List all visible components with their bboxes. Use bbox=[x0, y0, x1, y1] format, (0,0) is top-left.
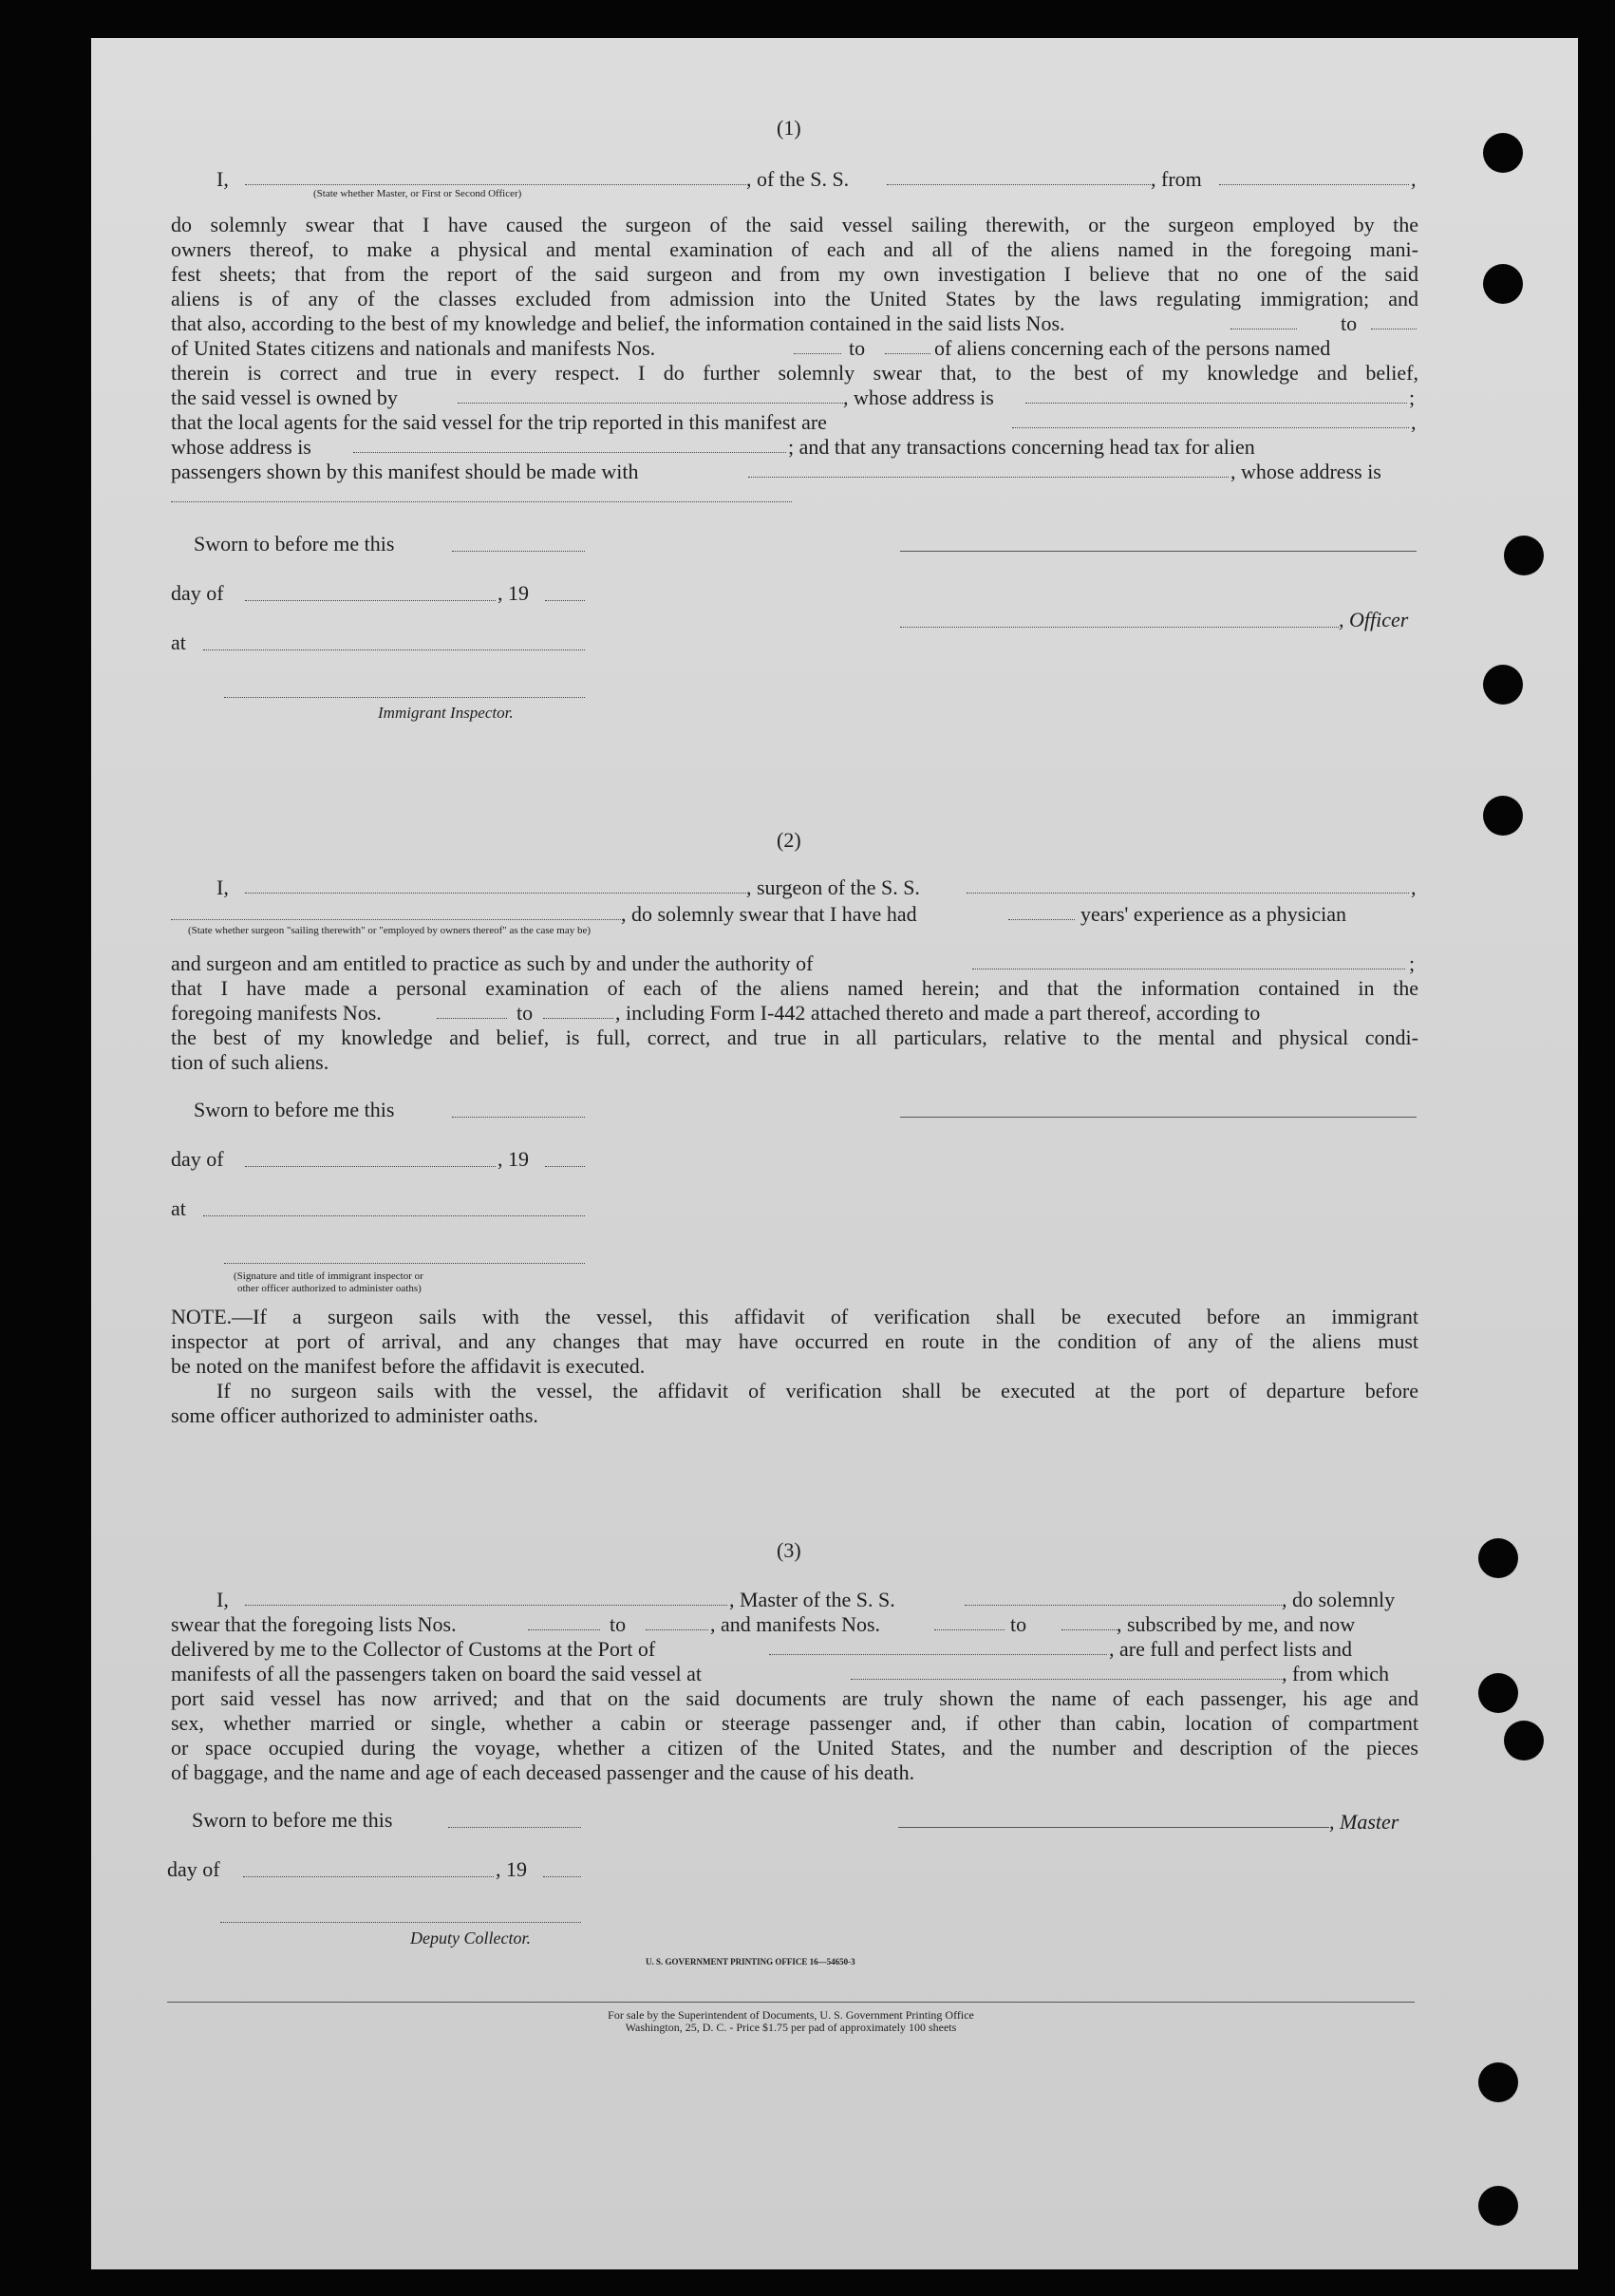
oath-3-text-line: manifests of all the passengers taken on board the said vessel at bbox=[171, 1662, 703, 1685]
oath-1-text-line: passengers shown by this manifest should be made with bbox=[171, 460, 639, 483]
oath-1-text-line: the said vessel is owned by bbox=[171, 386, 398, 409]
oath-3-text-line: swear that the foregoing lists Nos. bbox=[171, 1612, 457, 1636]
at-label: at bbox=[171, 630, 186, 654]
punch-hole bbox=[1483, 133, 1523, 173]
oath-1-text-line: of United States citizens and nationals and manifests Nos. bbox=[171, 336, 656, 360]
inspector-label: Immigrant Inspector. bbox=[378, 704, 514, 722]
oath-1-text-line: aliens is of any of the classes excluded from admission into the United States by the laws regulating immigration; and bbox=[171, 287, 1418, 311]
year-field[interactable] bbox=[545, 1166, 585, 1167]
note-text-line: NOTE.—If a surgeon sails with the vessel, this affidavit of verification shall be executed before an immigrant bbox=[171, 1305, 1418, 1328]
manifests-from-field[interactable] bbox=[794, 353, 841, 354]
oath-3-text-line: , do solemnly bbox=[1282, 1588, 1396, 1611]
oath-1-text-line: of aliens concerning each of the persons named bbox=[934, 336, 1331, 360]
year-label: , 19 bbox=[498, 581, 529, 605]
punch-hole bbox=[1483, 264, 1523, 304]
section-1-number: (1) bbox=[777, 116, 801, 140]
officer-signature-line[interactable] bbox=[900, 551, 1417, 552]
month-field[interactable] bbox=[243, 1876, 494, 1877]
day-of-label: day of bbox=[167, 1857, 220, 1881]
semicolon: ; bbox=[1409, 386, 1416, 409]
note-text-line: If no surgeon sails with the vessel, the affidavit of verification shall be executed at the port of departure before bbox=[216, 1379, 1418, 1402]
punch-hole bbox=[1478, 2186, 1518, 2226]
note-text-line: inspector at port of arrival, and any changes that may have occurred en route in the condition of any of the aliens must bbox=[171, 1329, 1418, 1353]
years-experience-field[interactable] bbox=[1008, 919, 1075, 920]
day-of-label: day of bbox=[171, 1147, 224, 1171]
sworn-label: Sworn to before me this bbox=[192, 1808, 393, 1832]
inspector-signature-line[interactable] bbox=[224, 1263, 585, 1264]
surgeon-status-note: (State whether surgeon "sailing therewith" or "employed by owners thereof" as the case may be) bbox=[188, 925, 592, 936]
departure-port-field[interactable] bbox=[1219, 184, 1409, 185]
place-field[interactable] bbox=[203, 1215, 585, 1216]
punch-hole bbox=[1478, 1538, 1518, 1578]
punch-hole bbox=[1504, 536, 1544, 575]
surgeon-of-label: , surgeon of the S. S. bbox=[746, 875, 920, 899]
surgeon-vessel-field[interactable] bbox=[967, 893, 1409, 894]
to-label: to bbox=[610, 1612, 627, 1636]
oath-1-text-line: therein is correct and true in every respect. I do further solemnly swear that, to the best of my knowledge and belief, bbox=[171, 361, 1418, 385]
punch-hole bbox=[1504, 1721, 1544, 1760]
oath-1-text-line: owners thereof, to make a physical and mental examination of each and all of the aliens named in the foregoing mani- bbox=[171, 237, 1418, 261]
signature-note-line: other officer authorized to administer oaths) bbox=[237, 1283, 422, 1294]
master-vessel-field[interactable] bbox=[965, 1605, 1282, 1606]
surgeon-name-field[interactable] bbox=[245, 893, 746, 894]
note-text-line: some officer authorized to administer oaths. bbox=[171, 1403, 538, 1427]
to-label: to bbox=[1010, 1612, 1027, 1636]
oath-1-text-line: fest sheets; that from the report of the said surgeon and from my own investigation I believe that no one of the said bbox=[171, 262, 1418, 286]
year-label: , 19 bbox=[498, 1147, 529, 1171]
lists-to-field[interactable] bbox=[646, 1629, 708, 1630]
oath-2-text-line: , do solemnly swear that I have had bbox=[621, 902, 917, 926]
comma: , bbox=[1411, 167, 1417, 191]
year-field[interactable] bbox=[545, 600, 585, 601]
local-agents-field[interactable] bbox=[1012, 427, 1409, 428]
punch-hole bbox=[1483, 665, 1523, 705]
oath-2-text-line: that I have made a personal examination of each of the aliens named herein; and that the information contained in the bbox=[171, 976, 1418, 1000]
punch-hole bbox=[1478, 2062, 1518, 2102]
oath-3-text-line: , and manifests Nos. bbox=[710, 1612, 881, 1636]
officer-title-note: (State whether Master, or First or Second Officer) bbox=[313, 188, 522, 199]
oath-1-text-line: , whose address is bbox=[1230, 460, 1381, 483]
owner-address-field[interactable] bbox=[1025, 403, 1407, 404]
manifests-to-field[interactable] bbox=[1061, 1629, 1118, 1630]
officer-name-field[interactable] bbox=[245, 184, 746, 185]
semicolon: ; bbox=[1409, 951, 1416, 975]
note-text-line: be noted on the manifest before the affidavit is executed. bbox=[171, 1354, 646, 1378]
master-label: , Master bbox=[1329, 1810, 1399, 1834]
master-of-label: , Master of the S. S. bbox=[729, 1588, 895, 1611]
to-label: to bbox=[1341, 311, 1358, 335]
officer-name-line[interactable] bbox=[900, 627, 1339, 628]
oath-2-text-line: , including Form I-442 attached thereto and made a part thereof, according to bbox=[615, 1001, 1261, 1025]
oath-1-text-line: , whose address is bbox=[843, 386, 994, 409]
oath-3-i: I, bbox=[216, 1588, 229, 1611]
section-3-number: (3) bbox=[777, 1538, 801, 1562]
manifests-from-field[interactable] bbox=[437, 1018, 507, 1019]
oath-3-text-line: port said vessel has now arrived; and that on the said documents are truly shown the name of each passenger, his age and bbox=[171, 1686, 1418, 1710]
oath-3-text-line: , are full and perfect lists and bbox=[1109, 1637, 1352, 1661]
manifests-from-field[interactable] bbox=[934, 1629, 1005, 1630]
comma: , bbox=[1411, 875, 1417, 899]
collector-signature-line[interactable] bbox=[220, 1922, 581, 1923]
port-of-customs-field[interactable] bbox=[769, 1654, 1107, 1655]
punch-hole bbox=[1478, 1673, 1518, 1713]
at-label: at bbox=[171, 1196, 186, 1220]
punch-hole bbox=[1483, 796, 1523, 836]
inspector-signature-line[interactable] bbox=[224, 697, 585, 698]
oath-2-text-line: foregoing manifests Nos. bbox=[171, 1001, 382, 1025]
to-label: to bbox=[516, 1001, 534, 1025]
manifests-to-field[interactable] bbox=[885, 353, 930, 354]
oath-1-text-line: ; and that any transactions concerning head tax for alien bbox=[788, 435, 1255, 459]
oath-3-text-line: sex, whether married or single, whether a cabin or steerage passenger and, if other than cabin, location of compartment bbox=[171, 1711, 1418, 1735]
year-field[interactable] bbox=[543, 1876, 581, 1877]
sworn-day-field[interactable] bbox=[452, 551, 585, 552]
oath-2-i: I, bbox=[216, 875, 229, 899]
head-tax-contact-field[interactable] bbox=[748, 477, 1229, 478]
oath-2-text-line: years' experience as a physician bbox=[1080, 902, 1347, 926]
oath-1-text-line: that the local agents for the said vessel for the trip reported in this manifest are bbox=[171, 410, 827, 434]
oath-3-text-line: delivered by me to the Collector of Customs at the Port of bbox=[171, 1637, 656, 1661]
vessel-owner-field[interactable] bbox=[458, 403, 843, 404]
master-signature-line[interactable] bbox=[898, 1827, 1329, 1828]
from-label: , from bbox=[1151, 167, 1202, 191]
oath-1-i: I, bbox=[216, 167, 229, 191]
footer-rule bbox=[167, 2002, 1415, 2003]
oath-3-text-line: of baggage, and the name and age of each deceased passenger and the cause of his death. bbox=[171, 1760, 915, 1784]
day-of-label: day of bbox=[171, 581, 224, 605]
sworn-day-field[interactable] bbox=[452, 1117, 585, 1118]
oath-1-text-line: that also, according to the best of my knowledge and belief, the information contained in the said lists Nos. bbox=[171, 311, 1065, 335]
month-field[interactable] bbox=[245, 1166, 496, 1167]
sale-note-line: Washington, 25, D. C. - Price $1.75 per pad of approximately 100 sheets bbox=[625, 2021, 957, 2034]
master-name-field[interactable] bbox=[245, 1605, 727, 1606]
place-field[interactable] bbox=[203, 649, 585, 650]
vessel-name-field[interactable] bbox=[887, 184, 1151, 185]
oath-2-text-line: and surgeon and am entitled to practice as such by and under the authority of bbox=[171, 951, 814, 975]
sale-note-line: For sale by the Superintendent of Documents, U. S. Government Printing Office bbox=[608, 2008, 974, 2022]
oath-3-text-line: , subscribed by me, and now bbox=[1117, 1612, 1356, 1636]
oath-2-text-line: tion of such aliens. bbox=[171, 1050, 329, 1074]
section-2-number: (2) bbox=[777, 828, 801, 852]
oath-3-text-line: or space occupied during the voyage, whether a citizen of the United States, and the number and description of the pieces bbox=[171, 1736, 1418, 1760]
deputy-collector-label: Deputy Collector. bbox=[410, 1929, 531, 1948]
signature-note-line: (Signature and title of immigrant inspector or bbox=[234, 1270, 423, 1282]
embarkation-port-field[interactable] bbox=[851, 1679, 1282, 1680]
oath-1-text-line: whose address is bbox=[171, 435, 311, 459]
oath-3-text-line: , from which bbox=[1282, 1662, 1390, 1685]
surgeon-status-field[interactable] bbox=[171, 919, 621, 920]
surgeon-signature-line[interactable] bbox=[900, 1117, 1417, 1118]
month-field[interactable] bbox=[245, 600, 496, 601]
of-ss-label: , of the S. S. bbox=[746, 167, 850, 191]
oath-2-text-line: the best of my knowledge and belief, is full, correct, and true in all particulars, relative to the mental and physical condi- bbox=[171, 1026, 1418, 1049]
manifests-to-field[interactable] bbox=[543, 1018, 613, 1019]
officer-label: , Officer bbox=[1339, 608, 1409, 631]
lists-from-field[interactable] bbox=[528, 1629, 600, 1630]
sworn-label: Sworn to before me this bbox=[194, 1098, 395, 1121]
agents-address-field[interactable] bbox=[353, 452, 786, 453]
gpo-imprint: U. S. GOVERNMENT PRINTING OFFICE 16—54650-3 bbox=[646, 1957, 855, 1967]
sworn-label: Sworn to before me this bbox=[194, 532, 395, 555]
head-tax-address-field[interactable] bbox=[171, 501, 792, 502]
year-label: , 19 bbox=[496, 1857, 527, 1881]
oath-1-text-line: do solemnly swear that I have caused the surgeon of the said vessel sailing therewith, or the surgeon employed by the bbox=[171, 213, 1418, 236]
to-label: to bbox=[849, 336, 866, 360]
sworn-day-field[interactable] bbox=[448, 1827, 581, 1828]
comma: , bbox=[1411, 410, 1417, 434]
